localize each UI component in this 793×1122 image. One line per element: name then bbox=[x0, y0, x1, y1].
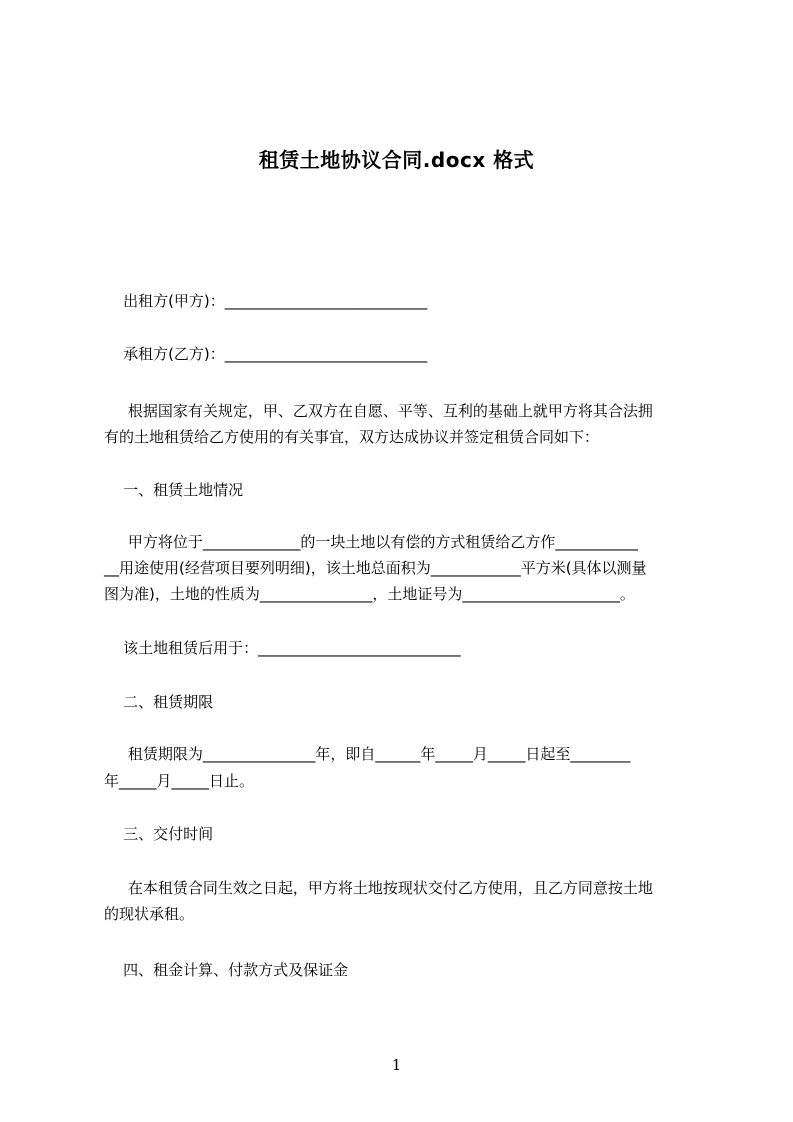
preamble-line-2: 有的土地租赁给乙方使用的有关事宜，双方达成协议并签定租赁合同如下： bbox=[104, 428, 600, 446]
section-heading-4: 四、租金计算、付款方式及保证金 bbox=[104, 961, 349, 979]
section-2-line-1: 租赁期限为_______________年，即自______年_____月_____日起至________ bbox=[104, 745, 631, 763]
section-1-line-3: 图为准)，土地的性质为_______________，土地证号为_____________________。 bbox=[104, 585, 635, 603]
lessee-line: 承租方(乙方)：___________________________ bbox=[104, 345, 428, 363]
page-number: 1 bbox=[391, 1056, 402, 1074]
preamble-line-1: 根据国家有关规定，甲、乙双方在自愿、平等、互利的基础上就甲方将其合法拥 bbox=[104, 402, 653, 420]
document-title: 租赁土地协议合同.docx 格式 bbox=[258, 148, 535, 172]
section-3-line-1: 在本租赁合同生效之日起，甲方将土地按现状交付乙方使用，且乙方同意按土地 bbox=[104, 879, 653, 897]
section-1-line-1: 甲方将位于_____________的一块土地以有偿的方式租赁给乙方作___________ bbox=[104, 533, 638, 551]
section-2-line-2: 年_____月_____日止。 bbox=[104, 772, 255, 790]
section-1-line-2: __用途使用(经营项目要列明细)，该土地总面积为____________平方米(具体以测量 bbox=[104, 559, 647, 577]
lessor-line: 出租方(甲方)：___________________________ bbox=[104, 292, 428, 310]
section-heading-3: 三、交付时间 bbox=[104, 825, 214, 843]
section-3-line-2: 的现状承租。 bbox=[104, 905, 195, 923]
section-heading-1: 一、租赁土地情况 bbox=[104, 481, 244, 499]
section-heading-2: 二、租赁期限 bbox=[104, 693, 214, 711]
land-usage-line: 该土地租赁后用于：___________________________ bbox=[104, 639, 461, 657]
